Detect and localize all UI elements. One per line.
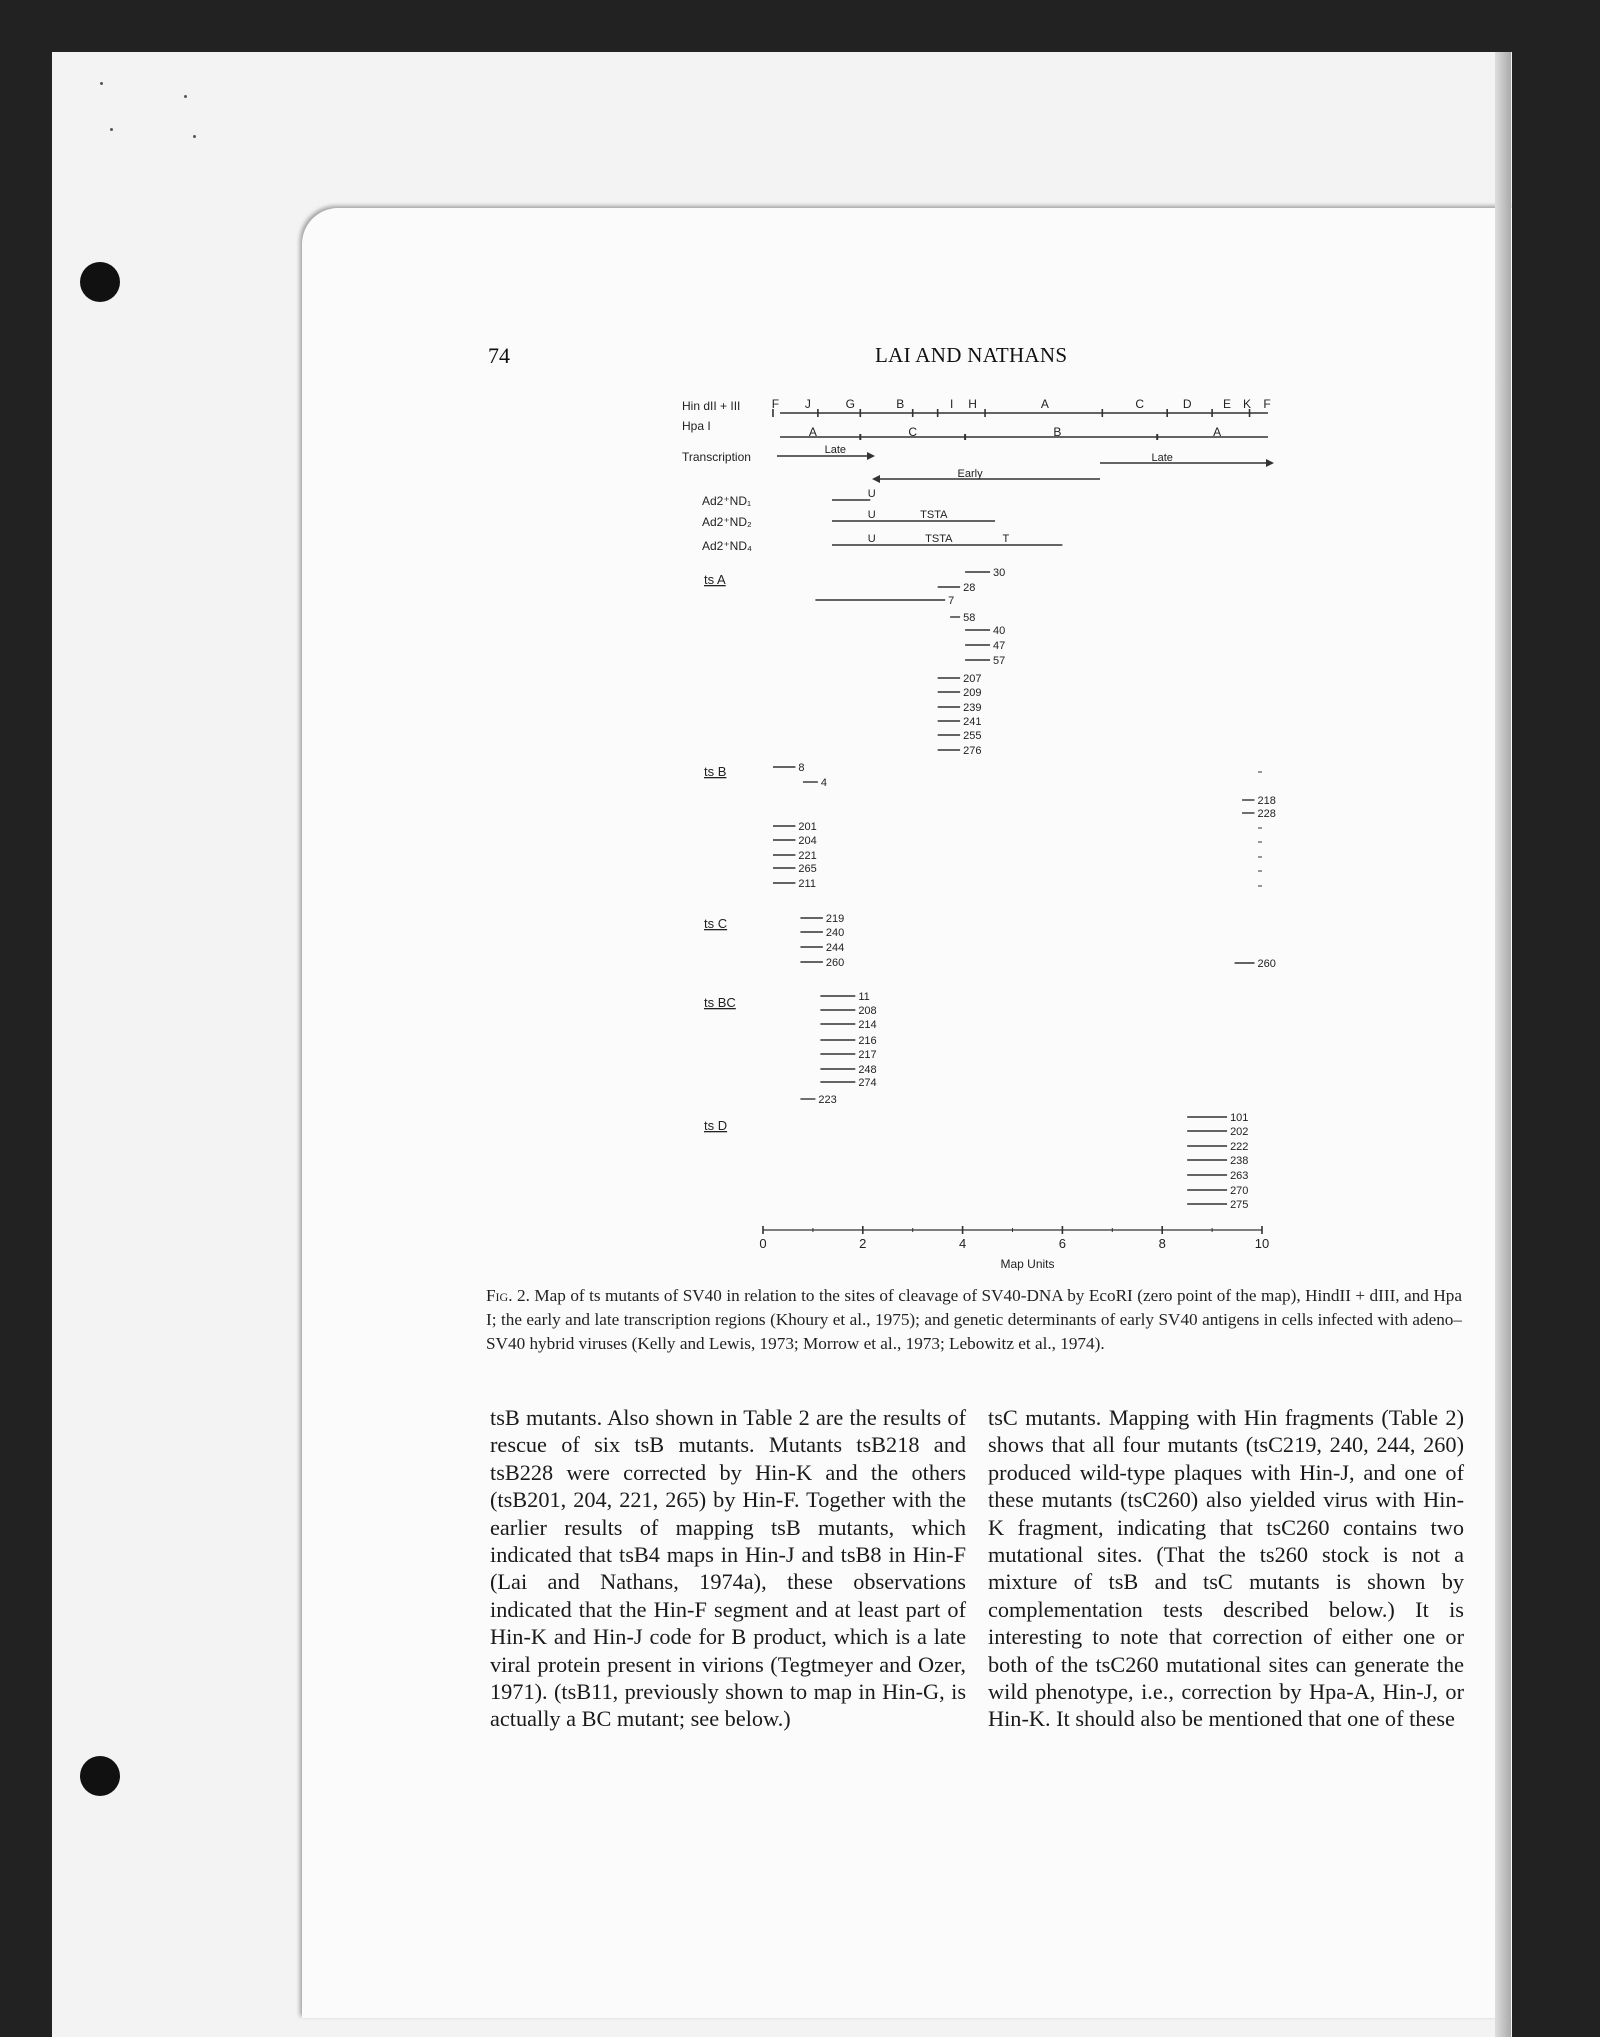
mutant-group-label: ts BC: [704, 995, 736, 1010]
late-region-label-1: Late: [824, 444, 847, 456]
hind-fragment-label: H: [968, 397, 977, 411]
hybrid-marker-label: TSTA: [920, 509, 948, 521]
hybrid-label: Ad2⁺ND₂: [702, 515, 752, 529]
figure-label: Fig. 2.: [486, 1286, 530, 1305]
paragraph-tsc-mutants: tsC mutants. Mapping with Hin fragments (Table 2) shows that all four mutants (tsC219, 240, 244, 260) produced wild-type plaques with Hin-J, and one of these mutants (tsC260) also yielded virus with Hin-K fragment, indicating that tsC260 contains two mutational sites. (That the ts260 stock is not a mixture of tsB and tsC mutants is shown by complementation tests described below.) It is interesting to note that correction of either one or both of the tsC260 mutational sites can generate the wild phenotype, i.e., correction by Hpa-A, Hin-J, or Hin-K. It should also be mentioned that one of these: [988, 1405, 1464, 1732]
mutant-number-label: 201: [798, 821, 817, 833]
mutant-number-label: 207: [963, 673, 982, 685]
axis-tick-label: 2: [859, 1236, 867, 1251]
mutant-number-label: 8: [798, 762, 805, 774]
mutant-number-label: 274: [858, 1077, 877, 1089]
mutant-number-label: 228: [1257, 808, 1276, 820]
mutant-number-label: 57: [993, 655, 1006, 667]
mutant-number-label: 222: [1230, 1141, 1249, 1153]
caption-text: Map of ts mutants of SV40 in relation to the sites of cleavage of SV40-DNA by EcoRI (zero point of the map), HindII + dIII, and Hpa I; the early and late transcription regions (Khoury et al., 1975); and genetic determinants of early SV40 antigens in cells infected with adeno–SV40 hybrid viruses (Kelly and Lewis, 1973; Morrow et al., 1973; Lebowitz et al., 1974).: [486, 1286, 1462, 1353]
hpa-fragment-label: B: [1053, 425, 1062, 439]
early-arrow-head: [872, 475, 880, 483]
mutant-number-label: 239: [963, 702, 982, 714]
hind-fragment-label: E: [1223, 397, 1232, 411]
mutant-number-label: 208: [858, 1005, 877, 1017]
hybrid-marker-label: U: [867, 509, 876, 521]
running-head: LAI AND NATHANS: [875, 343, 1068, 367]
mutant-number-label: 214: [858, 1019, 877, 1031]
late-arrow-head-2: [1266, 459, 1274, 467]
mutant-number-label: 255: [963, 730, 982, 742]
mutant-number-label: 218: [1257, 795, 1276, 807]
hpa-fragment-label: C: [908, 425, 918, 439]
hind-fragment-label: F: [771, 397, 780, 411]
mutant-number-label: 276: [963, 745, 982, 757]
mutant-number-label: 244: [825, 942, 845, 954]
hpa-fragment-label: A: [1213, 425, 1222, 439]
hybrid-marker-label: TSTA: [925, 533, 953, 545]
mutant-group-label: ts A: [704, 572, 726, 587]
hybrid-marker-label: T: [1002, 533, 1010, 545]
mutant-group-label: ts C: [704, 916, 728, 931]
transcription-label: Transcription: [682, 450, 751, 464]
mutant-number-label: 216: [858, 1035, 877, 1047]
mutant-number-label: 270: [1230, 1185, 1249, 1197]
hybrid-marker-label: U: [867, 533, 876, 545]
mutant-number-label: 11: [858, 991, 870, 1003]
mutant-number-label: 219: [825, 913, 845, 925]
hind-row-label: Hin dII + III: [682, 399, 741, 413]
binder-hole-bottom: [80, 1756, 120, 1796]
hybrid-marker-label: U: [867, 488, 876, 500]
mutant-number-label: 47: [993, 640, 1006, 652]
mutant-group-label: ts D: [704, 1118, 728, 1133]
hpa-fragment-label: A: [808, 425, 817, 439]
hind-fragment-label: C: [1135, 397, 1145, 411]
mutant-group-label: ts B: [704, 764, 727, 779]
mutant-number-label: 101: [1230, 1112, 1249, 1124]
mutant-number-label: 204: [798, 835, 817, 847]
mutant-number-label: 241: [963, 716, 982, 728]
mutant-number-label: 223: [818, 1094, 837, 1106]
axis-title: Map Units: [1000, 1257, 1055, 1271]
hind-fragment-label: F: [1263, 397, 1271, 411]
late-region-label-2: Late: [1151, 452, 1173, 464]
hpa-row-label: Hpa I: [682, 419, 711, 433]
figure-caption: [486, 1284, 1462, 1356]
mutant-number-label: 221: [798, 850, 817, 862]
hybrid-label: Ad2⁺ND₁: [702, 494, 752, 508]
mutant-number-label: 40: [993, 625, 1006, 637]
mutant-number-label: 30: [993, 567, 1006, 579]
mutant-number-label: 275: [1230, 1199, 1249, 1211]
mutant-number-label: 260: [825, 957, 845, 969]
axis-tick-label: 10: [1254, 1236, 1270, 1251]
mutant-number-label: 211: [798, 878, 816, 890]
mutant-number-label: 248: [858, 1064, 877, 1076]
axis-tick-label: 0: [759, 1236, 767, 1251]
axis-tick-label: 8: [1158, 1236, 1166, 1251]
body-column-right: [988, 1404, 1464, 1733]
page-number: 74: [488, 343, 510, 368]
paragraph-tsb-mutants: tsB mutants. Also shown in Table 2 are the results of rescue of six tsB mutants. Mutants tsB218 and tsB228 were corrected by Hin-K and the others (tsB201, 204, 221, 265) by Hin-F. Together with the earlier results of mapping tsB mutants, which indicated that tsB4 maps in Hin-J and tsB8 in Hin-F (Lai and Nathans, 1974a), these observations indicated that the Hin-F segment and at least part of Hin-K and Hin-J code for B product, which is a late viral protein present in virions (Tegtmeyer and Ozer, 1971). (tsB11, previously shown to map in Hin-G, is actually a BC mutant; see below.): [490, 1405, 966, 1732]
hind-fragment-label: K: [1243, 397, 1252, 411]
hind-fragment-label: A: [1040, 397, 1049, 411]
late-arrow-head-1: [867, 452, 875, 460]
hind-fragment-label: G: [845, 397, 855, 411]
mutant-number-label: 4: [820, 777, 828, 789]
mutant-number-label: 28: [963, 582, 976, 594]
hind-fragment-label: J: [804, 397, 811, 411]
body-column-left: [490, 1404, 966, 1733]
hind-fragment-label: D: [1182, 397, 1192, 411]
mutant-number-label: 217: [858, 1049, 877, 1061]
axis-tick-label: 4: [958, 1236, 967, 1251]
mutant-number-label: 7: [948, 595, 955, 607]
early-region-label: Early: [957, 468, 983, 480]
mutant-number-label: 209: [963, 687, 982, 699]
mutant-number-label: 202: [1230, 1126, 1249, 1138]
mutant-number-label: 58: [963, 612, 976, 624]
hybrid-label: Ad2⁺ND₄: [702, 539, 752, 553]
mutant-number-label: 265: [798, 863, 817, 875]
axis-tick-label: 6: [1058, 1236, 1067, 1251]
mutant-number-label: 260: [1257, 958, 1276, 970]
mutant-number-label: 238: [1230, 1155, 1249, 1167]
hind-fragment-label: I: [949, 397, 954, 411]
hind-fragment-label: B: [896, 397, 905, 411]
mutant-number-label: 263: [1230, 1170, 1249, 1182]
mutant-number-label: 240: [825, 927, 845, 939]
